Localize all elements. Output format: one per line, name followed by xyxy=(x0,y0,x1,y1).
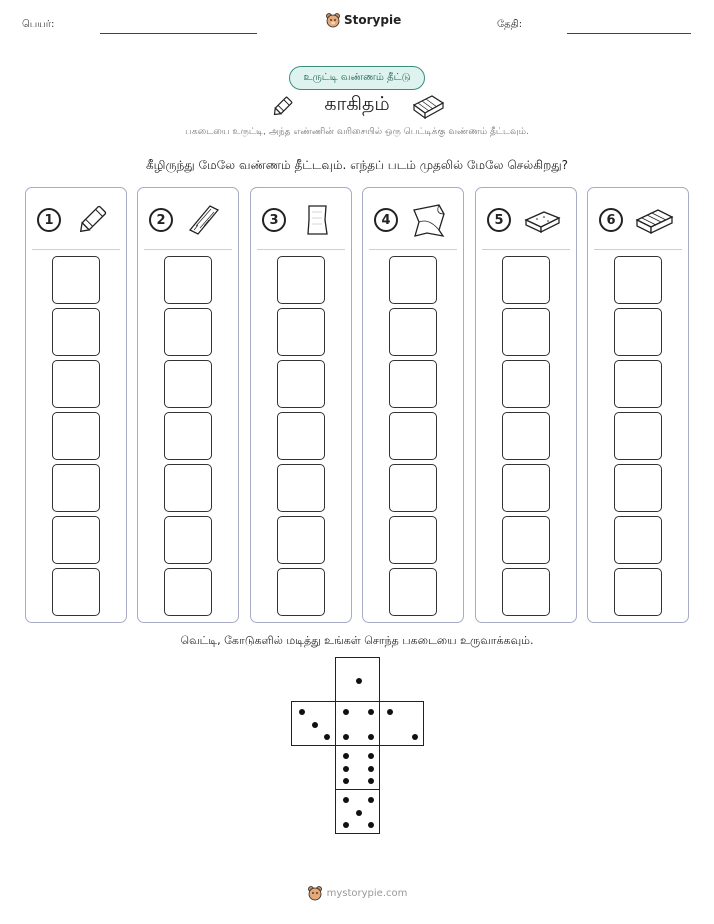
die-pip xyxy=(387,709,393,715)
column-divider xyxy=(32,249,120,250)
color-box[interactable] xyxy=(502,516,550,564)
color-box[interactable] xyxy=(502,308,550,356)
die-pip xyxy=(312,722,318,728)
die-face-6 xyxy=(335,745,380,790)
color-box[interactable] xyxy=(164,568,212,616)
column-number: 2 xyxy=(149,208,173,232)
color-box[interactable] xyxy=(389,360,437,408)
die-pip xyxy=(324,734,330,740)
column-divider xyxy=(594,249,682,250)
color-box[interactable] xyxy=(52,516,100,564)
color-box[interactable] xyxy=(164,256,212,304)
column-number: 6 xyxy=(599,208,623,232)
column-1 xyxy=(25,187,127,623)
brand-name: Storypie xyxy=(344,13,402,27)
die-pip xyxy=(343,709,349,715)
color-box[interactable] xyxy=(164,412,212,460)
page-title: காகிதம் xyxy=(324,93,390,115)
color-box[interactable] xyxy=(277,464,325,512)
crayon-icon xyxy=(72,200,112,240)
color-box[interactable] xyxy=(389,412,437,460)
die-face-1 xyxy=(335,657,380,702)
color-box[interactable] xyxy=(614,256,662,304)
color-box[interactable] xyxy=(277,308,325,356)
column-5 xyxy=(475,187,577,623)
color-box[interactable] xyxy=(614,464,662,512)
color-box[interactable] xyxy=(502,464,550,512)
name-line[interactable] xyxy=(100,33,257,34)
color-box[interactable] xyxy=(614,412,662,460)
sponge-icon xyxy=(522,200,562,240)
column-2 xyxy=(137,187,239,623)
date-label: தேதி: xyxy=(497,19,523,30)
color-box[interactable] xyxy=(614,360,662,408)
color-box[interactable] xyxy=(277,568,325,616)
die-pip xyxy=(343,753,349,759)
brand-logo xyxy=(325,12,401,28)
column-number: 3 xyxy=(262,208,286,232)
name-label: பெயர்: xyxy=(22,19,55,30)
color-box[interactable] xyxy=(389,256,437,304)
color-box[interactable] xyxy=(502,256,550,304)
die-face-4 xyxy=(335,701,380,746)
color-box[interactable] xyxy=(52,412,100,460)
die-face-2 xyxy=(379,701,424,746)
color-box[interactable] xyxy=(277,412,325,460)
die-pip xyxy=(368,822,374,828)
color-box[interactable] xyxy=(389,516,437,564)
column-number: 4 xyxy=(374,208,398,232)
bear-icon xyxy=(325,12,341,28)
color-box[interactable] xyxy=(614,516,662,564)
color-box[interactable] xyxy=(502,568,550,616)
footer-url[interactable]: mystorypie.com xyxy=(326,887,408,899)
color-box[interactable] xyxy=(164,516,212,564)
column-divider xyxy=(482,249,570,250)
question-text: கீழிருந்து மேலே வண்ணம் தீட்டவும். எந்தப் படம் முதலில் மேலே செல்கிறது? xyxy=(145,158,569,172)
color-box[interactable] xyxy=(502,412,550,460)
column-divider xyxy=(144,249,232,250)
die-pip xyxy=(368,753,374,759)
die-pip xyxy=(343,778,349,784)
column-4 xyxy=(362,187,464,623)
die-pip xyxy=(343,822,349,828)
column-divider xyxy=(369,249,457,250)
color-box[interactable] xyxy=(389,308,437,356)
die-pip xyxy=(343,734,349,740)
die-pip xyxy=(356,678,362,684)
date-line[interactable] xyxy=(567,33,691,34)
cut-fold-instruction: வெட்டி, கோடுகளில் மடித்து உங்கள் சொந்த பகடையை உருவாக்கவும். xyxy=(180,634,534,647)
color-box[interactable] xyxy=(52,360,100,408)
color-box[interactable] xyxy=(389,568,437,616)
crayon-icon xyxy=(270,93,296,123)
column-6 xyxy=(587,187,689,623)
die-pip xyxy=(368,709,374,715)
color-box[interactable] xyxy=(389,464,437,512)
color-box[interactable] xyxy=(614,308,662,356)
die-pip xyxy=(368,778,374,784)
column-number: 1 xyxy=(37,208,61,232)
color-box[interactable] xyxy=(52,308,100,356)
die-face-3 xyxy=(291,701,336,746)
color-box[interactable] xyxy=(277,256,325,304)
roll-and-color-badge: உருட்டி வண்ணம் தீட்டு xyxy=(289,66,425,90)
color-box[interactable] xyxy=(277,360,325,408)
instructions-text: பகடையை உருட்டி, அந்த எண்ணின் வரிசையில் ஒரு பெட்டிக்கு வண்ணம் தீட்டவும். xyxy=(185,127,529,137)
die-pip xyxy=(368,766,374,772)
die-pip xyxy=(368,797,374,803)
color-box[interactable] xyxy=(164,360,212,408)
column-3 xyxy=(250,187,352,623)
die-pip xyxy=(368,734,374,740)
wood-plank-icon xyxy=(634,200,674,240)
color-box[interactable] xyxy=(164,308,212,356)
die-face-5 xyxy=(335,789,380,834)
color-box[interactable] xyxy=(52,464,100,512)
die-pip xyxy=(356,810,362,816)
color-box[interactable] xyxy=(52,568,100,616)
column-divider xyxy=(257,249,345,250)
die-pip xyxy=(299,709,305,715)
paper-sheet-icon xyxy=(297,200,337,240)
cloth-icon xyxy=(409,200,449,240)
footer xyxy=(0,885,714,901)
die-pip xyxy=(343,797,349,803)
color-box[interactable] xyxy=(52,256,100,304)
die-pip xyxy=(343,766,349,772)
color-box[interactable] xyxy=(614,568,662,616)
wood-log-icon xyxy=(184,200,224,240)
column-number: 5 xyxy=(487,208,511,232)
wood-plank-icon xyxy=(411,92,445,124)
bear-icon xyxy=(307,885,323,901)
color-box[interactable] xyxy=(502,360,550,408)
die-pip xyxy=(412,734,418,740)
color-box[interactable] xyxy=(277,516,325,564)
color-box[interactable] xyxy=(164,464,212,512)
